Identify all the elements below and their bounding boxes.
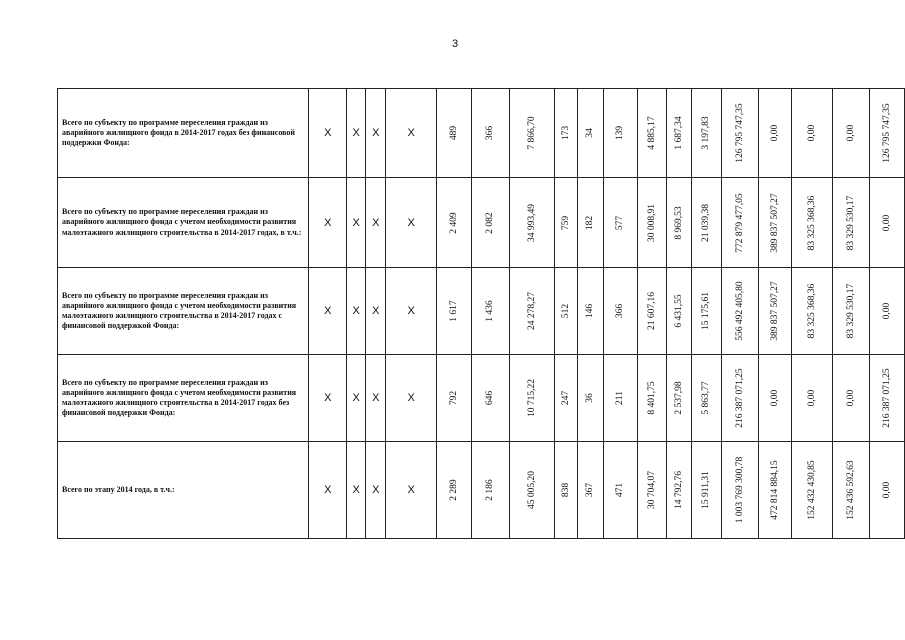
value-cell — [578, 89, 603, 178]
table-row — [58, 89, 905, 178]
summary-table — [57, 88, 905, 539]
cell-value: 8 969,53 — [673, 205, 684, 240]
value-cell — [603, 89, 637, 178]
value-cell — [555, 89, 578, 178]
cell-value: 759 — [561, 215, 572, 230]
cell-value: 36 — [585, 393, 596, 403]
value-cell — [833, 442, 869, 539]
value-cell — [721, 442, 758, 539]
value-cell — [792, 442, 833, 539]
cell-value: 30 008,91 — [646, 203, 657, 242]
value-cell — [758, 355, 791, 442]
cell-value: 83 329 530,17 — [845, 195, 856, 250]
value-cell — [792, 178, 833, 268]
not-applicable-mark: X — [366, 355, 386, 442]
value-cell — [472, 89, 509, 178]
cell-value: 0,00 — [807, 389, 818, 407]
value-cell — [691, 89, 721, 178]
value-cell — [758, 268, 791, 355]
cell-value: 0,00 — [845, 124, 856, 142]
cell-value: 211 — [615, 391, 626, 405]
value-cell — [721, 355, 758, 442]
row-label: Всего по этапу 2014 года, в т.ч.: — [58, 442, 309, 539]
value-cell — [666, 178, 691, 268]
value-cell — [603, 355, 637, 442]
cell-value: 838 — [561, 482, 572, 498]
cell-value: 646 — [485, 390, 496, 406]
cell-value: 367 — [585, 482, 596, 498]
value-cell — [472, 442, 509, 539]
cell-value: 1 003 769 300,78 — [734, 456, 745, 524]
value-cell — [869, 355, 905, 442]
value-cell — [758, 89, 791, 178]
cell-value: 512 — [561, 303, 572, 319]
cell-value: 389 837 507,27 — [770, 192, 781, 253]
not-applicable-mark: X — [386, 178, 437, 268]
value-cell — [578, 355, 603, 442]
cell-value: 21 039,38 — [701, 203, 712, 242]
value-cell — [721, 178, 758, 268]
not-applicable-mark: X — [347, 355, 366, 442]
cell-value: 14 792,76 — [673, 471, 684, 509]
value-cell — [833, 89, 869, 178]
value-cell — [869, 442, 905, 539]
value-cell — [437, 442, 472, 539]
value-cell — [509, 268, 555, 355]
value-cell — [555, 268, 578, 355]
value-cell — [792, 89, 833, 178]
value-cell — [472, 268, 509, 355]
cell-value: 126 795 747,35 — [881, 103, 892, 163]
not-applicable-mark: X — [309, 178, 347, 268]
row-label: Всего по субъекту по программе переселения граждан из аварийного жилищного фонда с учетом необходимости развития малоэтажного жилищного строительства в 2014-2017 годах без финансовой поддержки Фонда: — [58, 355, 309, 442]
cell-value: 1 617 — [449, 300, 460, 322]
cell-value: 4 885,17 — [646, 116, 657, 150]
value-cell — [637, 355, 666, 442]
cell-value: 83 325 368,36 — [807, 283, 818, 339]
cell-value: 7 866,70 — [526, 116, 537, 150]
page-number: 3 — [452, 38, 459, 50]
value-cell — [666, 355, 691, 442]
not-applicable-mark: X — [386, 89, 437, 178]
cell-value: 366 — [485, 125, 496, 141]
cell-value: 173 — [561, 125, 572, 141]
cell-value: 10 715,22 — [526, 379, 537, 417]
cell-value: 389 837 507,27 — [770, 281, 781, 341]
not-applicable-mark: X — [366, 178, 386, 268]
value-cell — [833, 178, 869, 268]
cell-value: 139 — [615, 125, 626, 141]
not-applicable-mark: X — [366, 442, 386, 539]
value-cell — [833, 355, 869, 442]
cell-value: 146 — [585, 303, 596, 319]
value-cell — [637, 268, 666, 355]
cell-value: 471 — [615, 482, 626, 498]
cell-value: 366 — [615, 303, 626, 319]
cell-value: 83 325 368,36 — [807, 195, 818, 250]
cell-value: 8 401,75 — [646, 381, 657, 415]
cell-value: 556 492 405,80 — [734, 281, 745, 341]
cell-value: 34 993,49 — [526, 203, 537, 242]
cell-value: 2 409 — [449, 211, 460, 234]
cell-value: 15 175,61 — [701, 292, 712, 330]
value-cell — [758, 178, 791, 268]
cell-value: 0,00 — [807, 124, 818, 142]
not-applicable-mark: X — [366, 268, 386, 355]
value-cell — [603, 442, 637, 539]
cell-value: 472 814 884,15 — [770, 460, 781, 520]
table-row — [58, 178, 905, 268]
value-cell — [555, 355, 578, 442]
cell-value: 2 537,98 — [673, 381, 684, 415]
value-cell — [555, 178, 578, 268]
row-label: Всего по субъекту по программе переселения граждан из аварийного жилищного фонда в 2014-2017 годах без финансовой поддержки Фонда: — [58, 89, 309, 178]
value-cell — [666, 268, 691, 355]
value-cell — [869, 268, 905, 355]
value-cell — [869, 89, 905, 178]
table-row — [58, 268, 905, 355]
not-applicable-mark: X — [386, 268, 437, 355]
cell-value: 152 432 430,85 — [807, 460, 818, 520]
value-cell — [758, 442, 791, 539]
value-cell — [869, 178, 905, 268]
value-cell — [509, 355, 555, 442]
table-body — [58, 89, 905, 539]
value-cell — [691, 268, 721, 355]
row-label: Всего по субъекту по программе переселения граждан из аварийного жилищного фонда с учетом необходимости развития малоэтажного жилищного строительства в 2014-2017 годах, в т.ч.: — [58, 178, 309, 268]
cell-value: 247 — [561, 390, 572, 406]
value-cell — [637, 178, 666, 268]
value-cell — [792, 355, 833, 442]
value-cell — [603, 178, 637, 268]
cell-value: 30 704,07 — [646, 471, 657, 509]
cell-value: 1 687,34 — [673, 116, 684, 150]
value-cell — [721, 268, 758, 355]
cell-value: 5 863,77 — [701, 381, 712, 415]
not-applicable-mark: X — [309, 268, 347, 355]
value-cell — [437, 89, 472, 178]
table-row — [58, 442, 905, 539]
cell-value: 83 329 530,17 — [845, 283, 856, 339]
cell-value: 216 387 071,25 — [881, 368, 892, 428]
value-cell — [691, 178, 721, 268]
not-applicable-mark: X — [347, 268, 366, 355]
value-cell — [555, 442, 578, 539]
cell-value: 577 — [615, 215, 626, 230]
cell-value: 45 005,20 — [526, 471, 537, 509]
value-cell — [666, 442, 691, 539]
value-cell — [691, 442, 721, 539]
cell-value: 182 — [585, 215, 596, 230]
value-cell — [603, 268, 637, 355]
value-cell — [666, 89, 691, 178]
cell-value: 0,00 — [770, 389, 781, 407]
cell-value: 34 — [585, 128, 596, 138]
cell-value: 0,00 — [881, 302, 892, 320]
value-cell — [472, 355, 509, 442]
cell-value: 489 — [449, 125, 460, 141]
cell-value: 792 — [449, 390, 460, 406]
value-cell — [833, 268, 869, 355]
cell-value: 3 197,83 — [701, 116, 712, 150]
cell-value: 2 082 — [485, 211, 496, 234]
value-cell — [578, 178, 603, 268]
value-cell — [509, 178, 555, 268]
value-cell — [637, 89, 666, 178]
cell-value: 24 278,27 — [526, 292, 537, 330]
cell-value: 772 879 477,05 — [734, 192, 745, 253]
value-cell — [509, 89, 555, 178]
cell-value: 15 911,31 — [701, 471, 712, 509]
not-applicable-mark: X — [386, 442, 437, 539]
cell-value: 1 436 — [485, 300, 496, 322]
value-cell — [691, 355, 721, 442]
value-cell — [792, 268, 833, 355]
cell-value: 21 607,16 — [646, 292, 657, 330]
value-cell — [578, 268, 603, 355]
cell-value: 0,00 — [881, 214, 892, 231]
cell-value: 152 436 592,63 — [845, 460, 856, 520]
not-applicable-mark: X — [309, 89, 347, 178]
cell-value: 0,00 — [881, 481, 892, 499]
value-cell — [437, 178, 472, 268]
value-cell — [509, 442, 555, 539]
not-applicable-mark: X — [347, 89, 366, 178]
cell-value: 2 186 — [485, 479, 496, 501]
table-row — [58, 355, 905, 442]
not-applicable-mark: X — [347, 178, 366, 268]
value-cell — [472, 178, 509, 268]
value-cell — [637, 442, 666, 539]
cell-value: 216 387 071,25 — [734, 368, 745, 428]
value-cell — [437, 268, 472, 355]
cell-value: 6 431,55 — [673, 294, 684, 328]
not-applicable-mark: X — [386, 355, 437, 442]
cell-value: 2 289 — [449, 479, 460, 501]
not-applicable-mark: X — [347, 442, 366, 539]
not-applicable-mark: X — [309, 442, 347, 539]
row-label: Всего по субъекту по программе переселения граждан из аварийного жилищного фонда с учетом необходимости развития малоэтажного жилищного строительства в 2014-2017 годах с финансовой поддержкой Фонда: — [58, 268, 309, 355]
not-applicable-mark: X — [366, 89, 386, 178]
not-applicable-mark: X — [309, 355, 347, 442]
value-cell — [437, 355, 472, 442]
cell-value: 0,00 — [845, 389, 856, 407]
value-cell — [578, 442, 603, 539]
cell-value: 126 795 747,35 — [734, 103, 745, 163]
cell-value: 0,00 — [770, 124, 781, 142]
value-cell — [721, 89, 758, 178]
summary-table-wrapper — [57, 88, 905, 539]
